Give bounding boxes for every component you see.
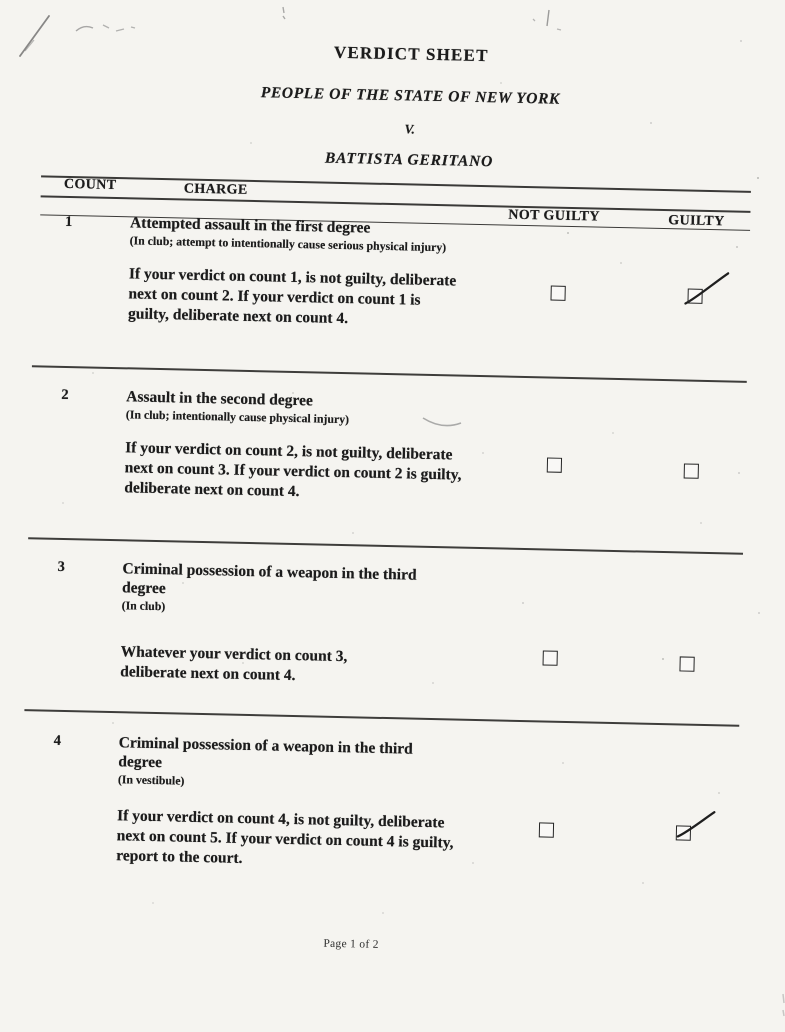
count-number: 3 (57, 558, 65, 575)
count-section-2 (0, 377, 776, 512)
count-section-3 (0, 549, 773, 696)
guilty-checkbox[interactable] (687, 289, 702, 304)
column-header-guilty: GUILTY (668, 213, 725, 230)
header-rule-top (41, 175, 751, 192)
deliberation-instruction: If your verdict on count 2, is not guilty, deliberate next on count 3. If your verdict on count 2 is guilty, deliberate next on count 4. (124, 439, 462, 501)
paper-speckles (0, 0, 2, 2)
charge-note: (In club; intentionally cause physical injury) (125, 407, 350, 427)
charge-title: Assault in the second degree (126, 388, 313, 410)
charge-note: (In club; attempt to intentionally cause serious physical injury) (129, 233, 447, 255)
charge-title: Attempted assault in the first degree (129, 214, 371, 237)
count-number: 1 (64, 213, 73, 231)
not-guilty-checkbox[interactable] (543, 650, 558, 665)
not-guilty-checkbox[interactable] (547, 457, 562, 472)
section-divider (24, 709, 739, 727)
case-versus: V. (404, 121, 415, 137)
page-number-label: Page 1 of 2 (323, 937, 379, 951)
case-defendant: BATTISTA GERITANO (324, 149, 494, 171)
guilty-checkbox[interactable] (684, 463, 699, 478)
column-header-charge: CHARGE (183, 181, 248, 198)
case-plaintiff: PEOPLE OF THE STATE OF NEW YORK (260, 84, 561, 108)
deliberation-instruction: If your verdict on count 1, is not guilty, deliberate next on count 2. If your verdict on count 1 is guilty, deliberate next on count 4. (127, 265, 457, 328)
guilty-checkbox[interactable] (676, 825, 691, 840)
guilty-checkbox[interactable] (679, 656, 694, 671)
count-section-1 (0, 211, 780, 338)
column-header-not-guilty: NOT GUILTY (508, 207, 601, 225)
header-rule-middle (41, 195, 751, 212)
deliberation-instruction: If your verdict on count 4, is not guilty, deliberate next on count 5. If your verdict on count 4 is guilty, report to the court. (116, 807, 454, 867)
count-number: 2 (61, 386, 69, 404)
document-title: VERDICT SHEET (333, 42, 489, 66)
charge-note: (In vestibule) (117, 772, 185, 788)
charge-title: Criminal possession of a weapon in the third degree (121, 560, 417, 598)
charge-title: Criminal possession of a weapon in the third degree (118, 734, 413, 772)
not-guilty-checkbox[interactable] (550, 286, 565, 301)
not-guilty-checkbox[interactable] (539, 822, 554, 837)
count-section-4 (0, 723, 769, 880)
deliberation-instruction: Whatever your verdict on count 3, deliberate next on count 4. (120, 643, 348, 685)
count-number: 4 (53, 732, 62, 749)
column-header-count: COUNT (63, 176, 117, 194)
charge-note: (In club) (121, 598, 166, 614)
